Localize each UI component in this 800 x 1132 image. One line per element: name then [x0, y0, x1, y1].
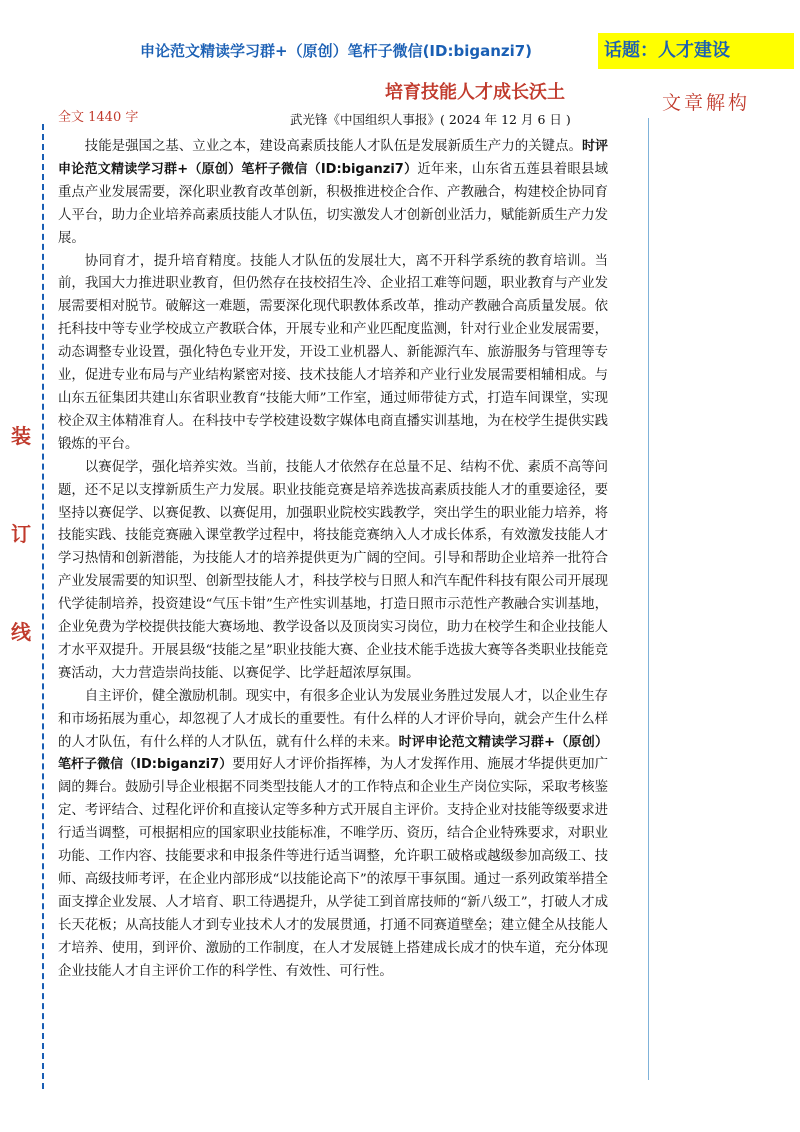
paragraph-3 [58, 457, 608, 686]
word-count: 全文 1440 字 [58, 110, 139, 125]
paragraph-text: 近年来，山东省五莲县着眼县域重点产业发展需要，深化职业教育改革创新，积极推进校企合作、产教融合，构建校企协同育人平台，助力企业培养高素质技能人才队伍，切实激发人才创新创业活力，赋能新质生产力发展。 [58, 161, 609, 246]
paragraph-text: 协同育才，提升培育精度。技能人才队伍的发展壮大，离不开科学系统的教育培训。当前，我国大力推进职业教育，但仍然存在技校招生冷、企业招工难等问题，职业教育与产业发展需要相对脱节。破解这一难题，需要深化现代职教体系改革，推动产教融合高质量发展。依托科技中等专业学校成立产教联合体，开展专业和产业匹配度监测，针对行业企业发展需要，动态调整专业设置，强化特色专业开发，开设工业机器人、新能源汽车、旅游服务与管理等专业，促进专业布局与产业结构紧密对接、技术技能人才培养和产业行业发展需要相辅相成。与山东五征集团共建山东省职业教育“技能大师”工作室，通过师带徒方式，打造车间课堂，实现校企双主体精准育人。在科技中专学校建设数字媒体电商直播实训基地，为在校学生提供实践锻炼的平台。 [58, 253, 608, 452]
article-title: 培育技能人才成长沃土 [385, 82, 565, 103]
paragraph-text: 自主评价，健全激励机制。现实中，有很多企业认为发展业务胜过发展人才，以企业生存和市场拓展为重心，却忽视了人才成长的重要性。有什么样的人才评价导向，就会产生什么样的人才队伍，有什么样的人才队伍，就有什么样的未来。 [58, 688, 608, 750]
paragraph-text: 技能是强国之基、立业之本，建设高素质技能人才队伍是发展新质生产力的关键点。 [84, 139, 582, 154]
margin-rule [648, 118, 649, 1080]
analysis-label: 文章解构 [662, 92, 751, 114]
binding-char-1: 装 [11, 424, 31, 448]
wechat-ad-inline: 时评申论范文精读学习群+（原创）笔杆子微信（ID:biganzi7） [58, 139, 608, 177]
paragraph-1 [58, 136, 608, 251]
paragraph-4 [58, 686, 608, 984]
binding-dashed-line [42, 124, 44, 1089]
paragraph-2 [58, 251, 608, 457]
article-body [58, 136, 608, 984]
wechat-ad-inline: 时评申论范文精读学习群+（原创）笔杆子微信（ID:biganzi7） [58, 734, 608, 773]
binding-char-3: 线 [11, 620, 31, 644]
group-header: 申论范文精读学习群+（原创）笔杆子微信(ID:biganzi7) [140, 42, 533, 60]
topic-badge: 话题：人才建设 [598, 33, 794, 69]
paragraph-text: 以赛促学，强化培养实效。当前，技能人才依然存在总量不足、结构不优、素质不高等问题，还不足以支撑新质生产力发展。职业技能竞赛是培养选拔高素质技能人才的重要途径，要坚持以赛促学、以赛促教、以赛促用，加强职业院校实践教学，突出学生的职业能力培养，将技能实践、技能竞赛融入课堂教学过程中，将技能竞赛纳入人才成长体系，有效激发技能人才学习热情和创新潜能，为技能人才的培养提供更为广阔的空间。引导和帮助企业培养一批符合产业发展需要的知识型、创新型技能人才，科技学校与日照人和汽车配件科技有限公司开展现代学徒制培养，投资建设“气压卡钳”生产性实训基地，打造日照市示范性产教融合实训基地，企业免费为学校提供技能大赛场地、教学设备以及顶岗实习岗位，助力在校学生和企业技能人才水平双提升。开展县级“技能之星”职业技能大赛、企业技术能手选拔大赛等各类职业技能竞赛活动，大力营造崇尚技能、以赛促学、比学赶超浓厚氛围。 [58, 459, 608, 681]
paragraph-text: 要用好人才评价指挥棒，为人才发挥作用、施展才华提供更加广阔的舞台。鼓励引导企业根据不同类型技能人才的工作特点和企业生产岗位实际，采取考核鉴定、考评结合、过程化评价和直接认定等多种方式开展自主评价。支持企业对技能等级要求进行适当调整，可根据相应的国家职业技能标准，不唯学历、资历，结合企业特殊要求，对职业功能、工作内容、技能要求和申报条件等进行适当调整，允许职工破格或越级参加高级工、技师、高级技师考评，在企业内部形成“以技能论高下”的浓厚干事氛围。通过一系列政策举措全面支撑企业发展、人才培育、职工待遇提升，从学徒工到首席技师的“新八级工”，打破人才成长天花板；从高技能人才到专业技术人才的发展贯通，打通不同赛道壁垒；建立健全从技能人才培养、使用，到评价、激励的工作制度，在人才发展链上搭建成长成才的快车道，充分体现企业技能人才自主评价工作的科学性、有效性、可行性。 [58, 757, 608, 979]
article-source: 武光锋《中国组织人事报》( 2024 年 12 月 6 日 ) [290, 112, 571, 127]
binding-char-2: 订 [11, 522, 31, 546]
